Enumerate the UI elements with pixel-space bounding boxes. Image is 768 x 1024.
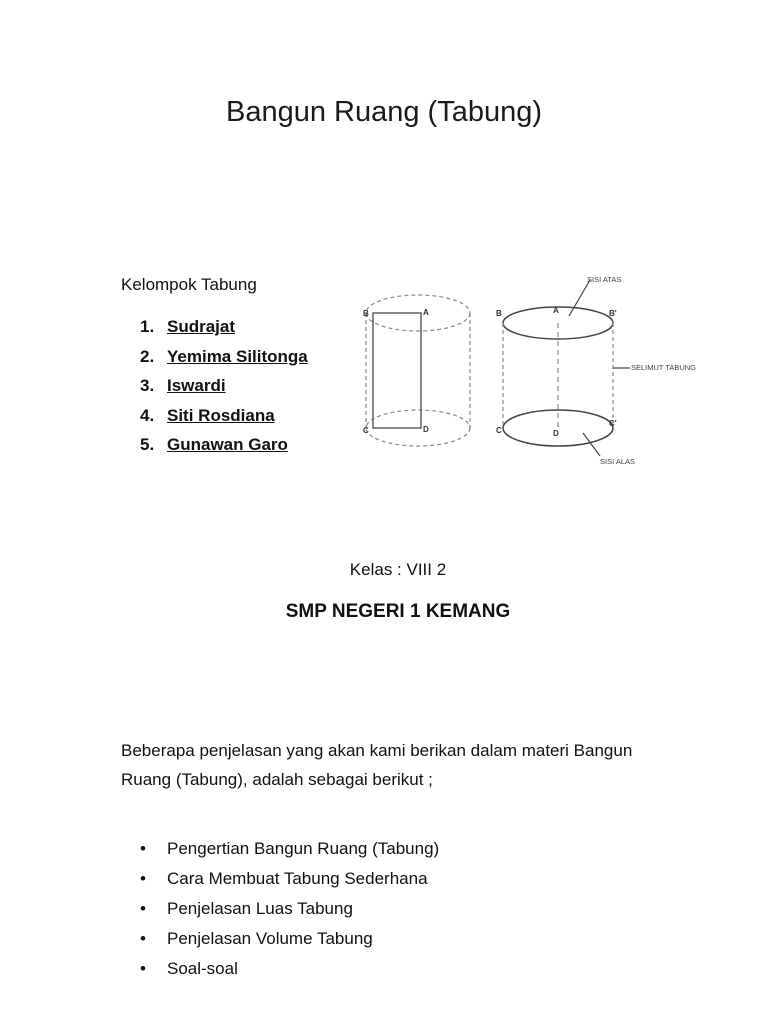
bullet-icon: •	[140, 839, 146, 858]
right-label-b-prime: B'	[609, 309, 617, 318]
member-list	[140, 316, 308, 464]
left-label-a: A	[423, 308, 429, 317]
member-number: 5.	[140, 435, 155, 454]
member-number: 1.	[140, 317, 155, 336]
topic-item	[140, 867, 439, 897]
class-info: Kelas : VIII 2	[349, 560, 447, 579]
right-label-b: B	[496, 309, 502, 318]
document-title: Bangun Ruang (Tabung)	[225, 96, 542, 128]
member-name: Yemima Silitonga	[167, 346, 308, 366]
member-name: Iswardi	[167, 376, 226, 395]
cylinder-diagram	[355, 268, 725, 478]
right-label-d: D	[553, 429, 559, 438]
left-label-d: D	[423, 425, 429, 434]
topic-item	[140, 927, 439, 957]
member-name: Gunawan Garo	[167, 435, 288, 454]
right-label-c-prime: C'	[609, 419, 617, 428]
left-label-b: B	[363, 309, 369, 318]
member-name: Sudrajat	[167, 317, 236, 336]
member-item	[140, 405, 308, 435]
topic-item	[140, 957, 439, 987]
callout-selimut-tabung: SELIMUT TABUNG	[631, 363, 697, 372]
topic-text: Penjelasan Volume Tabung	[167, 929, 373, 948]
topic-text: Penjelasan Luas Tabung	[167, 899, 353, 918]
member-item	[140, 316, 308, 346]
topic-text: Soal-soal	[167, 959, 238, 978]
topic-list	[140, 837, 439, 987]
member-number: 3.	[140, 376, 155, 395]
member-item	[140, 346, 308, 376]
member-number: 4.	[140, 405, 155, 425]
school-name: SMP NEGERI 1 KEMANG	[285, 601, 511, 622]
left-label-c: C	[363, 426, 369, 435]
topic-item	[140, 897, 439, 927]
member-item	[140, 375, 308, 405]
topic-text: Pengertian Bangun Ruang (Tabung)	[167, 839, 440, 858]
left-rectangle-section	[373, 313, 421, 428]
topic-text: Cara Membuat Tabung Sederhana	[167, 869, 428, 888]
member-number: 2.	[140, 346, 155, 366]
callout-line-top	[569, 280, 590, 316]
topic-item	[140, 837, 439, 867]
right-label-c: C	[496, 426, 502, 435]
bullet-icon: •	[140, 959, 146, 978]
member-item	[140, 434, 308, 464]
right-label-a: A	[553, 306, 559, 315]
bullet-icon: •	[140, 899, 146, 918]
bullet-icon: •	[140, 869, 146, 888]
callout-sisi-alas: SISI ALAS	[600, 457, 636, 466]
callout-sisi-atas: SISI ATAS	[587, 275, 622, 284]
intro-paragraph: Beberapa penjelasan yang akan kami berikan dalam materi Bangun Ruang (Tabung), adalah sebagai berikut ;	[121, 741, 633, 789]
callout-line-bottom	[583, 433, 600, 456]
member-name: Siti Rosdiana	[167, 405, 275, 425]
group-label: Kelompok Tabung	[121, 275, 257, 294]
bullet-icon: •	[140, 929, 146, 948]
